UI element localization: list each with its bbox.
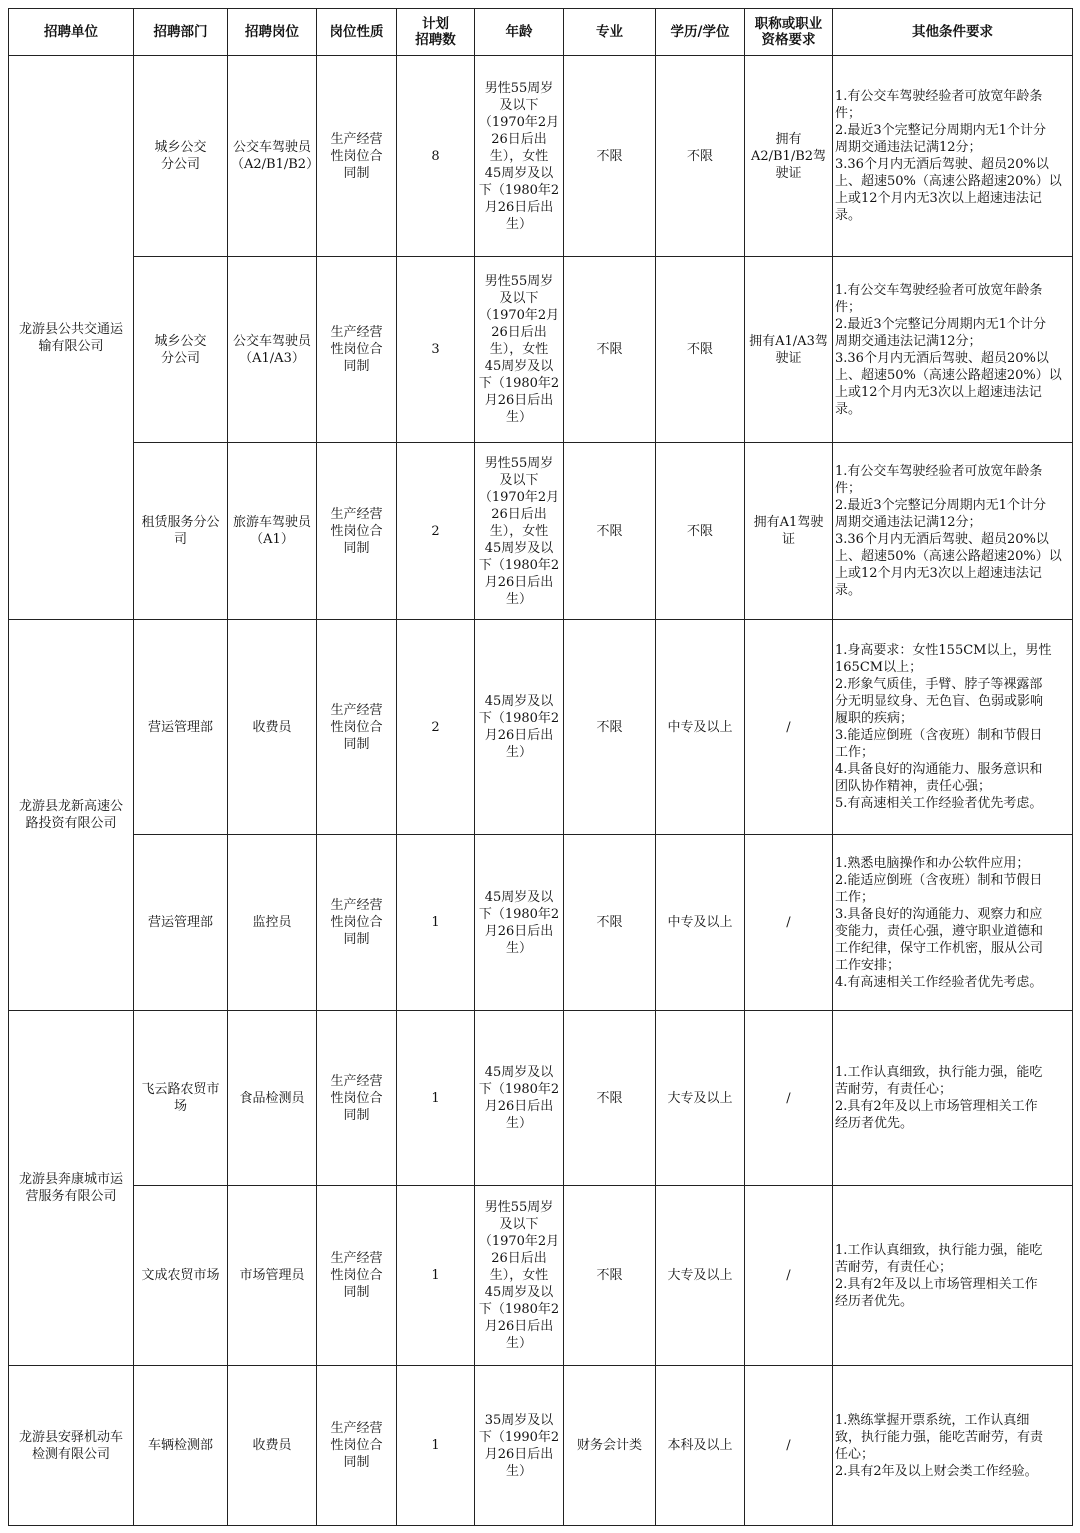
post-nature-cell: 生产经营 性岗位合 同制 [317, 620, 397, 835]
qualification-cell: / [745, 1011, 833, 1186]
education-cell: 本科及以上 [656, 1366, 745, 1526]
header-department: 招聘部门 [134, 9, 228, 56]
major-cell: 不限 [564, 257, 656, 443]
major-cell: 不限 [564, 1186, 656, 1366]
education-cell: 中专及以上 [656, 835, 745, 1011]
education-cell: 大专及以上 [656, 1011, 745, 1186]
post-cell: 旅游车驾驶员 （A1） [228, 443, 317, 620]
post-cell: 收费员 [228, 620, 317, 835]
other-requirements-cell: 1.身高要求：女性155CM以上，男性 165CM以上； 2.形象气质佳，手臂、脖子等裸露部 分无明显纹身、无色盲、色弱或影响 履职的疾病； 3.能适应倒班（含夜班）制和节假日 工作； 4.具备良好的沟通能力、服务意识和 团队协作精神，责任心强； 5.有高速相关工作经验者优先考虑。 [833, 620, 1073, 835]
post-cell: 收费员 [228, 1366, 317, 1526]
qualification-cell: / [745, 620, 833, 835]
education-cell: 中专及以上 [656, 620, 745, 835]
table-row [9, 1186, 1073, 1366]
department-cell: 租赁服务分公 司 [134, 443, 228, 620]
header-unit: 招聘单位 [9, 9, 134, 56]
other-requirements-cell: 1.有公交车驾驶经验者可放宽年龄条 件； 2.最近3个完整记分周期内无1个计分 周期交通违法记满12分； 3.36个月内无酒后驾驶、超员20%以 上、超速50%（高速公路超速20%）以 上或12个月内无3次以上超速违法记 录。 [833, 257, 1073, 443]
qualification-cell: / [745, 835, 833, 1011]
qualification-cell: 拥有A1驾驶 证 [745, 443, 833, 620]
age-cell: 35周岁及以 下（1990年2 月26日后出 生） [475, 1366, 564, 1526]
other-requirements-cell: 1.熟练掌握开票系统，工作认真细 致，执行能力强，能吃苦耐劳，有责 任心； 2.具有2年及以上财会类工作经验。 [833, 1366, 1073, 1526]
planned-count-cell: 2 [397, 620, 475, 835]
planned-count-cell: 1 [397, 1011, 475, 1186]
recruitment-table [8, 8, 1073, 1526]
header-planned-count: 计划 招聘数 [397, 9, 475, 56]
post-cell: 公交车驾驶员 （A2/B1/B2） [228, 56, 317, 257]
post-nature-cell: 生产经营 性岗位合 同制 [317, 56, 397, 257]
qualification-cell: 拥有 A2/B1/B2驾 驶证 [745, 56, 833, 257]
department-cell: 飞云路农贸市 场 [134, 1011, 228, 1186]
header-age: 年龄 [475, 9, 564, 56]
unit-name-cell: 龙游县龙新高速公 路投资有限公司 [9, 620, 134, 1011]
qualification-cell: 拥有A1/A3驾 驶证 [745, 257, 833, 443]
age-cell: 45周岁及以 下（1980年2 月26日后出 生） [475, 835, 564, 1011]
age-cell: 男性55周岁 及以下 （1970年2月 26日后出 生），女性 45周岁及以 下（1980年2 月26日后出 生） [475, 56, 564, 257]
unit-name-cell: 龙游县奔康城市运 营服务有限公司 [9, 1011, 134, 1366]
recruitment-table-wrapper [8, 8, 1073, 1526]
major-cell: 不限 [564, 620, 656, 835]
other-requirements-cell: 1.工作认真细致，执行能力强，能吃 苦耐劳，有责任心； 2.具有2年及以上市场管理相关工作 经历者优先。 [833, 1186, 1073, 1366]
other-requirements-cell: 1.有公交车驾驶经验者可放宽年龄条 件； 2.最近3个完整记分周期内无1个计分 周期交通违法记满12分； 3.36个月内无酒后驾驶、超员20%以 上、超速50%（高速公路超速20%）以 上或12个月内无3次以上超速违法记 录。 [833, 443, 1073, 620]
table-row [9, 257, 1073, 443]
post-nature-cell: 生产经营 性岗位合 同制 [317, 443, 397, 620]
department-cell: 城乡公交 分公司 [134, 257, 228, 443]
post-nature-cell: 生产经营 性岗位合 同制 [317, 1186, 397, 1366]
planned-count-cell: 2 [397, 443, 475, 620]
header-major: 专业 [564, 9, 656, 56]
planned-count-cell: 3 [397, 257, 475, 443]
education-cell: 不限 [656, 257, 745, 443]
table-row [9, 56, 1073, 257]
age-cell: 男性55周岁 及以下 （1970年2月 26日后出 生），女性 45周岁及以 下（1980年2 月26日后出 生） [475, 443, 564, 620]
major-cell: 财务会计类 [564, 1366, 656, 1526]
header-education: 学历/学位 [656, 9, 745, 56]
table-row [9, 1366, 1073, 1526]
age-cell: 男性55周岁 及以下 （1970年2月 26日后出 生），女性 45周岁及以 下（1980年2 月26日后出 生） [475, 257, 564, 443]
planned-count-cell: 1 [397, 1366, 475, 1526]
table-row [9, 1011, 1073, 1186]
unit-name-cell: 龙游县公共交通运 输有限公司 [9, 56, 134, 620]
table-row [9, 620, 1073, 835]
post-nature-cell: 生产经营 性岗位合 同制 [317, 257, 397, 443]
other-requirements-cell: 1.工作认真细致，执行能力强，能吃 苦耐劳，有责任心； 2.具有2年及以上市场管理相关工作 经历者优先。 [833, 1011, 1073, 1186]
unit-name-cell: 龙游县安驿机动车 检测有限公司 [9, 1366, 134, 1526]
table-body [9, 56, 1073, 1526]
department-cell: 城乡公交 分公司 [134, 56, 228, 257]
planned-count-cell: 1 [397, 1186, 475, 1366]
post-nature-cell: 生产经营 性岗位合 同制 [317, 1366, 397, 1526]
age-cell: 45周岁及以 下（1980年2 月26日后出 生） [475, 1011, 564, 1186]
post-nature-cell: 生产经营 性岗位合 同制 [317, 1011, 397, 1186]
other-requirements-cell: 1.熟悉电脑操作和办公软件应用； 2.能适应倒班（含夜班）制和节假日 工作； 3.具备良好的沟通能力、观察力和应 变能力，责任心强，遵守职业道德和 工作纪律，保守工作机密，服从公司 工作安排； 4.有高速相关工作经验者优先考虑。 [833, 835, 1073, 1011]
post-cell: 监控员 [228, 835, 317, 1011]
qualification-cell: / [745, 1186, 833, 1366]
education-cell: 大专及以上 [656, 1186, 745, 1366]
table-row [9, 835, 1073, 1011]
department-cell: 营运管理部 [134, 620, 228, 835]
major-cell: 不限 [564, 1011, 656, 1186]
qualification-cell: / [745, 1366, 833, 1526]
header-post: 招聘岗位 [228, 9, 317, 56]
planned-count-cell: 8 [397, 56, 475, 257]
department-cell: 车辆检测部 [134, 1366, 228, 1526]
header-row [9, 9, 1073, 56]
post-cell: 食品检测员 [228, 1011, 317, 1186]
table-row [9, 443, 1073, 620]
department-cell: 营运管理部 [134, 835, 228, 1011]
post-cell: 市场管理员 [228, 1186, 317, 1366]
post-cell: 公交车驾驶员 （A1/A3） [228, 257, 317, 443]
header-qualification: 职称或职业 资格要求 [745, 9, 833, 56]
major-cell: 不限 [564, 835, 656, 1011]
age-cell: 男性55周岁 及以下 （1970年2月 26日后出 生），女性 45周岁及以 下（1980年2 月26日后出 生） [475, 1186, 564, 1366]
header-other-requirements: 其他条件要求 [833, 9, 1073, 56]
planned-count-cell: 1 [397, 835, 475, 1011]
education-cell: 不限 [656, 56, 745, 257]
age-cell: 45周岁及以 下（1980年2 月26日后出 生） [475, 620, 564, 835]
major-cell: 不限 [564, 56, 656, 257]
header-post-nature: 岗位性质 [317, 9, 397, 56]
education-cell: 不限 [656, 443, 745, 620]
other-requirements-cell: 1.有公交车驾驶经验者可放宽年龄条 件； 2.最近3个完整记分周期内无1个计分 周期交通违法记满12分； 3.36个月内无酒后驾驶、超员20%以 上、超速50%（高速公路超速20%）以 上或12个月内无3次以上超速违法记 录。 [833, 56, 1073, 257]
department-cell: 文成农贸市场 [134, 1186, 228, 1366]
major-cell: 不限 [564, 443, 656, 620]
post-nature-cell: 生产经营 性岗位合 同制 [317, 835, 397, 1011]
